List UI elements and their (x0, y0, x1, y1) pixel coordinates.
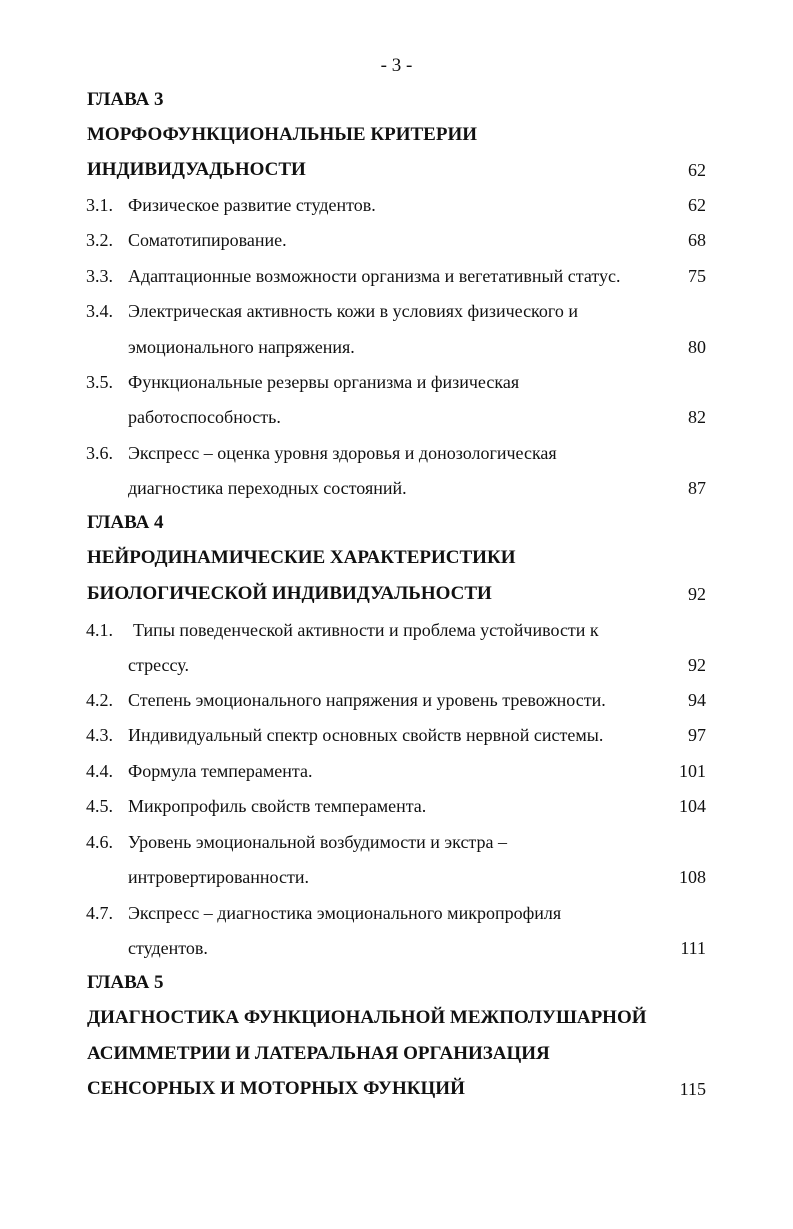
chapter-3-title-line-2: ИНДИВИДУАДЬНОСТИ (87, 159, 306, 180)
section-title-continued: работоспособность. (128, 407, 281, 427)
section-title: Электрическая активность кожи в условиях физического и (128, 301, 578, 321)
section-number: 4.4. (86, 761, 113, 781)
chapter-4-page: 92 (688, 584, 706, 604)
section-title: Функциональные резервы организма и физическая (128, 372, 520, 392)
section-page: 97 (688, 725, 706, 745)
section-page: 87 (688, 478, 706, 498)
section-title-continued: стрессу. (128, 655, 189, 675)
section-page: 62 (688, 195, 706, 215)
section-title: Экспресс – оценка уровня здоровья и донозологическая (128, 443, 557, 463)
chapter-5-title-line-2: АСИММЕТРИИ И ЛАТЕРАЛЬНАЯ ОРГАНИЗАЦИЯ (87, 1043, 550, 1064)
section-page: 94 (688, 690, 706, 710)
section-title: Типы поведенческой активности и проблема устойчивости к (133, 620, 599, 640)
chapter-3-label: ГЛАВА 3 (87, 89, 164, 110)
section-number: 4.1. (86, 620, 113, 640)
page-number: - 3 - (380, 55, 413, 76)
section-page: 82 (688, 407, 706, 427)
section-number: 4.3. (86, 725, 113, 745)
section-title-continued: интровертированности. (128, 867, 309, 887)
section-page: 104 (679, 796, 706, 816)
section-page: 75 (688, 266, 706, 286)
section-title-continued: эмоционального напряжения. (128, 337, 355, 357)
section-title: Индивидуальный спектр основных свойств нервной системы. (128, 725, 604, 745)
section-title: Соматотипирование. (128, 230, 287, 250)
section-title: Физическое развитие студентов. (128, 195, 376, 215)
section-title: Микропрофиль свойств темперамента. (128, 796, 427, 816)
section-number: 3.3. (86, 266, 113, 286)
chapter-5-page: 115 (679, 1079, 706, 1099)
chapter-5-title-line-3: СЕНСОРНЫХ И МОТОРНЫХ ФУНКЦИЙ (87, 1078, 465, 1099)
section-number: 3.4. (86, 301, 113, 321)
section-number: 3.1. (86, 195, 113, 215)
section-number: 3.6. (86, 443, 113, 463)
section-title-continued: диагностика переходных состояний. (128, 478, 407, 498)
section-page: 80 (688, 337, 706, 357)
section-title: Адаптационные возможности организма и вегетативный статус. (128, 266, 621, 286)
section-number: 3.5. (86, 372, 113, 392)
section-page: 101 (679, 761, 706, 781)
section-page: 111 (680, 938, 706, 958)
chapter-4-title-line-1: НЕЙРОДИНАМИЧЕСКИЕ ХАРАКТЕРИСТИКИ (87, 547, 516, 568)
section-number: 4.5. (86, 796, 113, 816)
section-number: 4.7. (86, 903, 113, 923)
section-number: 4.6. (86, 832, 113, 852)
chapter-4-title-line-2: БИОЛОГИЧЕСКОЙ ИНДИВИДУАЛЬНОСТИ (87, 583, 492, 604)
chapter-5-label: ГЛАВА 5 (87, 972, 164, 993)
chapter-5-title-line-1: ДИАГНОСТИКА ФУНКЦИОНАЛЬНОЙ МЕЖПОЛУШАРНОЙ (87, 1007, 647, 1028)
section-number: 3.2. (86, 230, 113, 250)
section-number: 4.2. (86, 690, 113, 710)
section-title: Степень эмоционального напряжения и уровень тревожности. (128, 690, 606, 710)
section-title-continued: студентов. (128, 938, 208, 958)
chapter-4-label: ГЛАВА 4 (87, 512, 164, 533)
section-title: Экспресс – диагностика эмоционального микропрофиля (128, 903, 562, 923)
section-title: Уровень эмоциональной возбудимости и экстра – (128, 832, 508, 852)
section-title: Формула темперамента. (128, 761, 313, 781)
chapter-3-page: 62 (688, 160, 706, 180)
section-page: 68 (688, 230, 706, 250)
section-page: 108 (679, 867, 706, 887)
chapter-3-title-line-1: МОРФОФУНКЦИОНАЛЬНЫЕ КРИТЕРИИ (87, 124, 478, 145)
section-page: 92 (688, 655, 706, 675)
